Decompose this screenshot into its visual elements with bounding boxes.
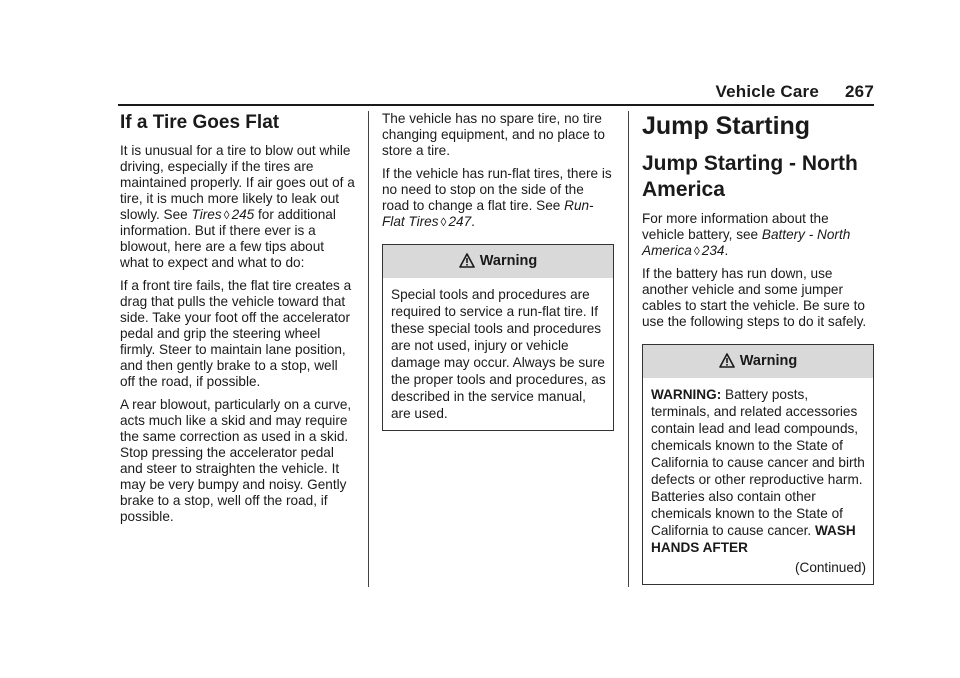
warning-text: WARNING: Battery posts, terminals, and related accessories contain lead and lead compounds, chemicals known to the State of California to cause cancer and birth defects or other reproductive harm. Batteries also contain other chemicals known to the State of California to cause cancer. WASH HANDS AFTER (Continued) [651, 387, 866, 575]
warning-label: WARNING: [651, 387, 722, 402]
page-number: 267 [845, 82, 874, 101]
paragraph: For more information about the vehicle battery, see Battery - North America ◊ 234. [642, 211, 851, 258]
column-jump-starting [642, 111, 874, 585]
warning-box [382, 244, 614, 431]
warning-triangle-icon [719, 353, 735, 372]
section-title: Jump Starting - North America [642, 152, 858, 201]
warning-title: Warning [739, 353, 798, 369]
run-flat-tires-link[interactable]: Run-Flat Tires ◊ 247 [382, 198, 594, 229]
warning-emphasis: WASH HANDS AFTER [651, 523, 856, 555]
page-reference-arrow-icon: ◊ [440, 215, 447, 229]
column-flat-tire [120, 111, 356, 532]
continued-label: (Continued) [794, 560, 866, 575]
chapter-title: Jump Starting [642, 112, 811, 140]
page-header [716, 82, 875, 102]
paragraph: If the vehicle has run-flat tires, there is no need to stop on the side of the road to change a flat tire. See Run-Flat Tires ◊ 247. [382, 166, 612, 229]
paragraph: It is unusual for a tire to blow out while driving, especially if the tires are maintained properly. If air goes out of a tire, it is much more likely to leak out slowly. See Tires ◊ 245 for additional information. But if there ever is a blowout, here are a few tips about what to expect and what to do: [120, 143, 355, 270]
battery-link[interactable]: Battery - North America ◊ 234 [642, 227, 851, 258]
page-reference-arrow-icon: ◊ [223, 208, 230, 222]
column-divider [368, 111, 369, 587]
paragraph: If the battery has run down, use another vehicle and some jumper cables to start the vehicle. Be sure to use the following steps to do it safely. [642, 266, 867, 329]
section-title: If a Tire Goes Flat [120, 112, 280, 133]
paragraph: If a front tire fails, the flat tire creates a drag that pulls the vehicle toward that side. Take your foot off the accelerator pedal and grip the steering wheel firmly. Steer to maintain lane position, and then gently brake to a stop, well off the road, if possible. [120, 278, 352, 389]
paragraph: The vehicle has no spare tire, no tire changing equipment, and no place to store a tire. [382, 111, 605, 158]
warning-title: Warning [479, 253, 538, 269]
column-run-flat [382, 111, 614, 431]
warning-box [642, 344, 874, 585]
tires-link[interactable]: Tires ◊ 245 [191, 207, 255, 222]
paragraph: A rear blowout, particularly on a curve, acts much like a skid and may require the same correction as used in a skid. Stop pressing the accelerator pedal and steer to straighten the vehicle. It may be very bumpy and noisy. Gently brake to a stop, well off the road, if possible. [120, 397, 352, 524]
warning-header [643, 345, 873, 378]
column-divider [628, 111, 629, 587]
warning-header [383, 245, 613, 278]
page-reference-arrow-icon: ◊ [693, 244, 700, 258]
header-section: Vehicle Care [715, 82, 820, 101]
warning-text: Special tools and procedures are required to service a run-flat tire. If these special tools and procedures are not used, injury or vehicle damage may occur. Always be sure the proper tools and procedures, as described in the service manual, are used. [391, 287, 606, 421]
header-rule [118, 104, 874, 106]
warning-triangle-icon [459, 253, 475, 272]
